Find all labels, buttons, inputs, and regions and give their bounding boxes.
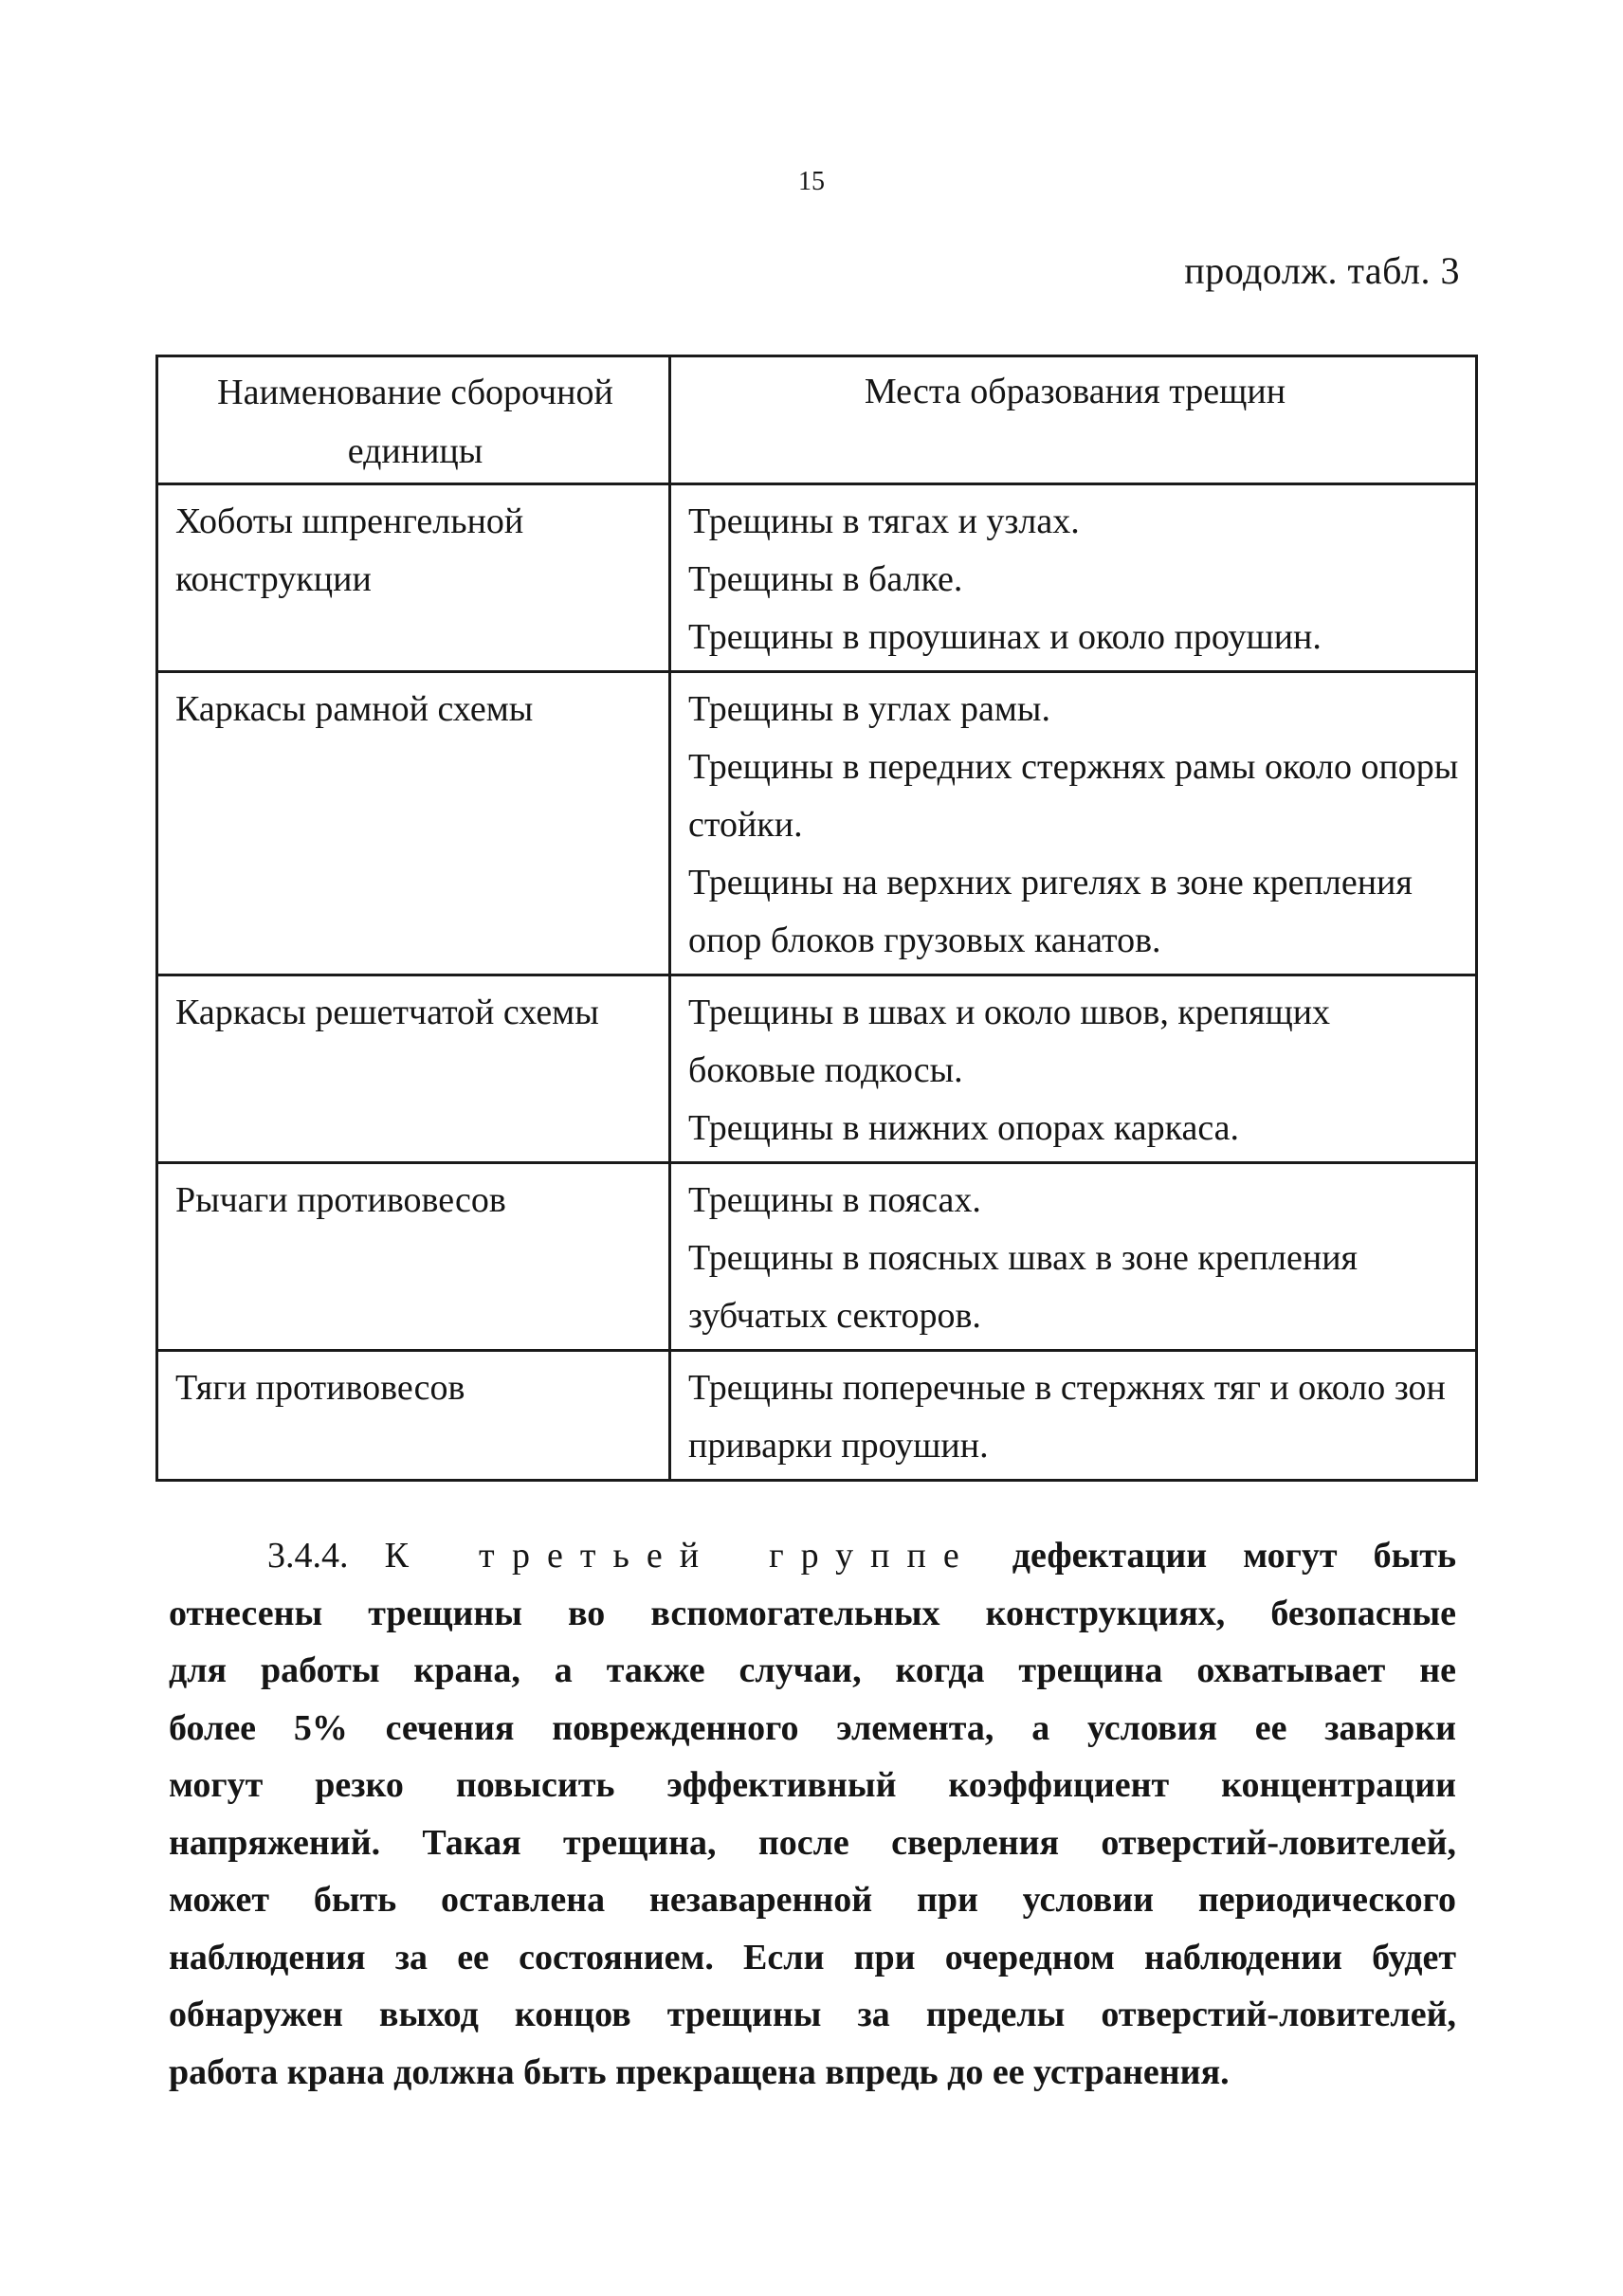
crack-item: Трещины поперечные в стержнях тяг и около зон приварки проушин.: [688, 1368, 1446, 1466]
crack-item: Трещины в тягах и узлах.: [688, 501, 1080, 541]
crack-item: Трещины в передних стержнях рамы около опоры стойки.: [688, 747, 1459, 845]
body-paragraph: [169, 1527, 1456, 2101]
paragraph-line: напряжений. Такая трещина, после сверления отверстий-ловителей,: [169, 1822, 1456, 1863]
defects-table: [155, 355, 1478, 1482]
table-row: [157, 975, 1477, 1163]
crack-item: Трещины в швах и около швов, крепящих боковые подкосы.: [688, 993, 1331, 1090]
paragraph-line: могут резко повысить эффективный коэффициент концентрации: [169, 1765, 1456, 1805]
crack-places: [670, 975, 1477, 1163]
crack-places: [670, 1163, 1477, 1351]
table-row: [157, 1163, 1477, 1351]
paragraph-line: может быть оставлена незаваренной при условии периодического: [169, 1880, 1456, 1920]
crack-places: [670, 1351, 1477, 1481]
paragraph-number: 3.4.4.: [267, 1536, 349, 1576]
paragraph-line: наблюдения за ее состоянием. Если при очередном наблюдении будет: [169, 1937, 1456, 1977]
crack-item: Трещины в проушинах и около проушин.: [688, 617, 1322, 657]
crack-places: [670, 484, 1477, 672]
assembly-unit-name: Каркасы решетчатой схемы: [157, 975, 670, 1163]
table-row: [157, 1351, 1477, 1481]
table-header-row: [157, 356, 1477, 484]
crack-item: Трещины в углах рамы.: [688, 689, 1050, 729]
crack-item: Трещины на верхних ригелях в зоне крепления опор блоков грузовых канатов.: [688, 863, 1413, 960]
table-row: [157, 672, 1477, 975]
table-row: [157, 484, 1477, 672]
crack-item: Трещины в балке.: [688, 559, 963, 599]
assembly-unit-name: Хоботы шпренгельной конструкции: [157, 484, 670, 672]
page-number: 15: [798, 167, 825, 196]
assembly-unit-name: Каркасы рамной схемы: [157, 672, 670, 975]
assembly-unit-name: Тяги противовесов: [157, 1351, 670, 1481]
crack-item: Трещины в поясах.: [688, 1180, 981, 1220]
crack-item: Трещины в поясных швах в зоне крепления зубчатых секторов.: [688, 1238, 1359, 1336]
paragraph-text: дефектации могут быть: [1012, 1536, 1457, 1576]
paragraph-line: [169, 1527, 1456, 1585]
paragraph-line: более 5% сечения поврежденного элемента, а условия ее заварки: [169, 1707, 1456, 1748]
paragraph-emphasis: К третьей группе: [384, 1536, 976, 1576]
crack-item: Трещины в нижних опорах каркаса.: [688, 1108, 1240, 1148]
paragraph-line: для работы крана, а также случаи, когда трещина охватывает не: [169, 1650, 1456, 1690]
crack-places: [670, 672, 1477, 975]
paragraph-line: обнаружен выход концов трещины за пределы отверстий-ловителей,: [169, 1995, 1456, 2034]
table-continuation-label: продолж. табл. 3: [1184, 249, 1460, 292]
paragraph-line: работа крана должна быть прекращена впредь до ее устранения.: [169, 2051, 1230, 2092]
assembly-unit-name: Рычаги противовесов: [157, 1163, 670, 1351]
header-assembly-unit: Наименование сборочной единицы: [157, 356, 670, 484]
header-crack-places: Места образования трещин: [670, 356, 1477, 484]
paragraph-line: отнесены трещины во вспомогательных конструкциях, безопасные: [169, 1593, 1456, 1633]
